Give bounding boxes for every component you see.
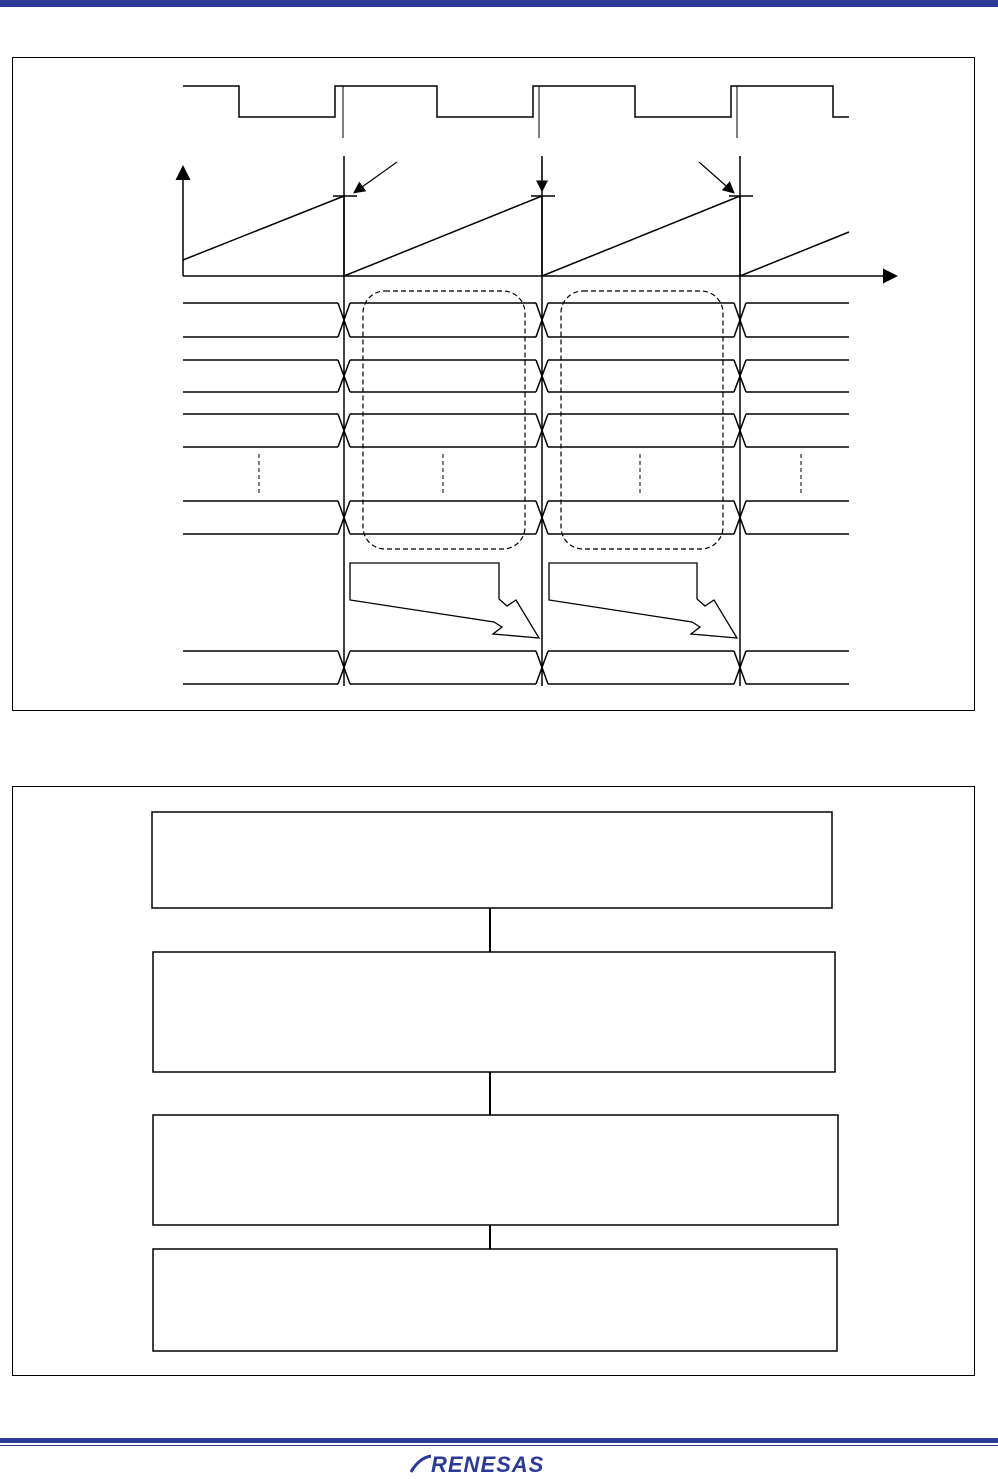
flowchart-figure [12,786,975,1376]
flowchart-svg [13,787,976,1377]
flow-step-1 [152,812,832,908]
transfer-arrow-1 [350,563,539,638]
capture-region-1 [363,291,525,549]
logo-mark-icon [409,1452,433,1478]
flow-step-4 [153,1249,837,1351]
timing-diagram-figure [12,57,975,711]
footer-rule-thin [0,1445,998,1446]
flow-step-3 [153,1115,838,1225]
transfer-arrow-2 [549,563,737,638]
header-rule [0,0,998,7]
clock-waveform [183,86,849,117]
logo-wordmark: RENESAS [431,1452,545,1477]
renesas-logo [409,1452,589,1478]
flow-step-2 [153,952,835,1072]
timing-diagram-svg [13,58,976,712]
footer-rule [0,1438,998,1443]
capture-region-2 [561,291,723,549]
counter-sawtooth [183,196,849,276]
